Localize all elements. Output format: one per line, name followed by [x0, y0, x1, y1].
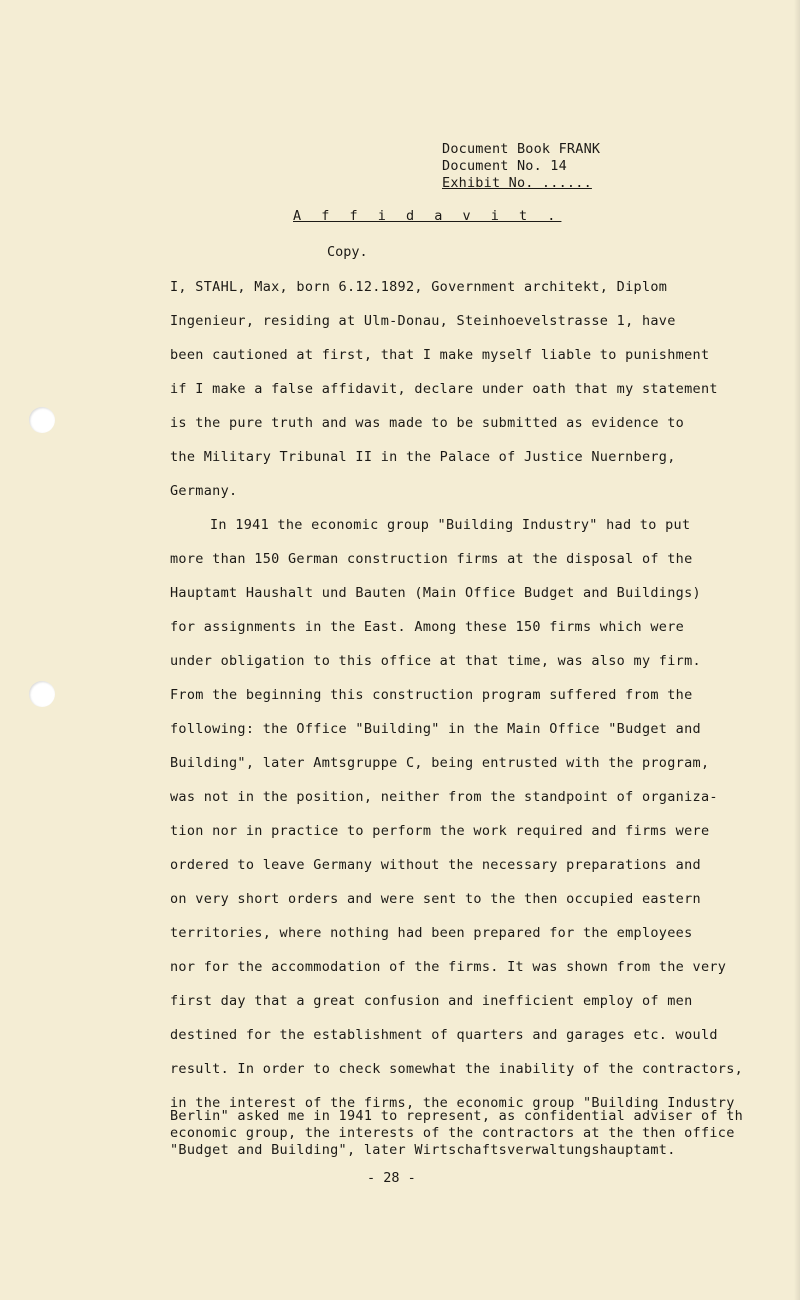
reference-block [442, 141, 600, 192]
body-line: on very short orders and were sent to the then occupied eastern [170, 891, 701, 907]
body-line: in the interest of the firms, the economic group "Building Industry [170, 1095, 735, 1111]
body-line: Building", later Amtsgruppe C, being entrusted with the program, [170, 755, 710, 771]
body-line: destined for the establishment of quarters and garages etc. would [170, 1027, 718, 1043]
body-line: for assignments in the East. Among these 150 firms which were [170, 619, 685, 635]
body-line: From the beginning this construction program suffered from the [170, 687, 693, 703]
punch-hole-upper [29, 407, 55, 433]
body-line: Hauptamt Haushalt und Bauten (Main Office Budget and Buildings) [170, 585, 701, 601]
body-line: Ingenieur, residing at Ulm-Donau, Steinhoevelstrasse 1, have [170, 313, 676, 329]
body-line: tion nor in practice to perform the work required and firms were [170, 823, 710, 839]
copy-label: Copy. [327, 244, 368, 260]
body-line: more than 150 German construction firms at the disposal of the [170, 551, 693, 567]
body-line: is the pure truth and was made to be submitted as evidence to [170, 415, 685, 431]
body-line: Germany. [170, 483, 238, 499]
body-line: first day that a great confusion and inefficient employ of men [170, 993, 693, 1009]
body-line: I, STAHL, Max, born 6.12.1892, Government architekt, Diplom [170, 279, 668, 295]
document-book-label: Document Book FRANK [442, 141, 601, 157]
punch-hole-lower [29, 681, 55, 707]
body-line: under obligation to this office at that time, was also my firm. [170, 653, 701, 669]
foot-line: Berlin" asked me in 1941 to represent, as confidential adviser of th [170, 1108, 744, 1124]
page-edge-shadow [794, 0, 800, 1300]
body-line: if I make a false affidavit, declare under oath that my statement [170, 381, 718, 397]
body-line: the Military Tribunal II in the Palace of Justice Nuernberg, [170, 449, 676, 465]
exhibit-number-label: Exhibit No. ...... [442, 175, 592, 191]
body-line: territories, where nothing had been prepared for the employees [170, 925, 693, 941]
document-number-label: Document No. 14 [442, 158, 567, 174]
foot-line: "Budget and Building", later Wirtschaftsverwaltungshauptamt. [170, 1142, 676, 1158]
affidavit-body [170, 270, 744, 1120]
body-line: been cautioned at first, that I make myself liable to punishment [170, 347, 710, 363]
body-line: In 1941 the economic group "Building Industry" had to put [210, 517, 691, 533]
affidavit-title: A f f i d a v i t . [293, 208, 562, 224]
affidavit-continuation [170, 1108, 760, 1159]
body-line: result. In order to check somewhat the inability of the contractors, [170, 1061, 744, 1077]
body-line: ordered to leave Germany without the necessary preparations and [170, 857, 701, 873]
body-line: was not in the position, neither from the standpoint of organiza- [170, 789, 718, 805]
page-number: - 28 - [367, 1170, 416, 1186]
foot-line: economic group, the interests of the contractors at the then office [170, 1125, 735, 1141]
body-line: nor for the accommodation of the firms. It was shown from the very [170, 959, 727, 975]
body-line: following: the Office "Building" in the Main Office "Budget and [170, 721, 701, 737]
